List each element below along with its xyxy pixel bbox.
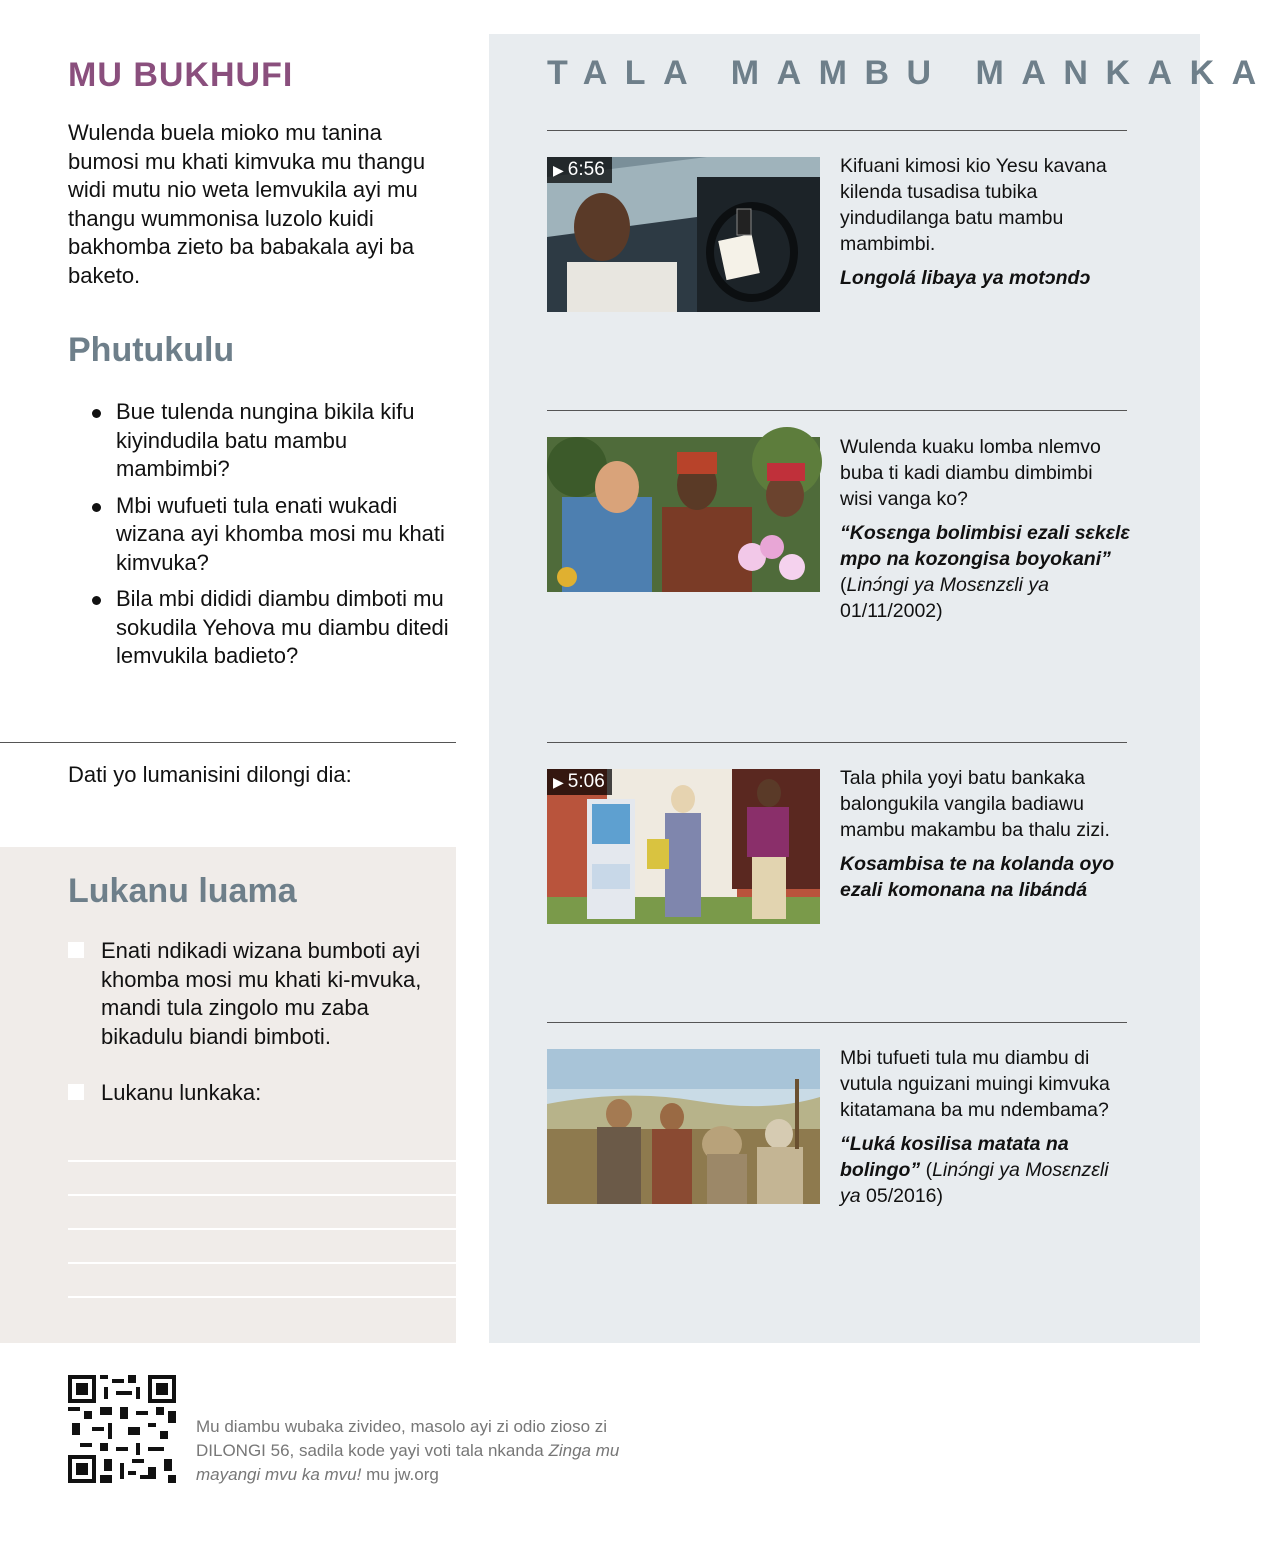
explore-entry xyxy=(840,153,1130,291)
bullet-icon xyxy=(92,503,101,512)
review-questions-list xyxy=(90,398,450,679)
video-duration-badge: ▶ 6:56 xyxy=(547,157,612,183)
play-icon: ▶ xyxy=(553,774,564,790)
goal-heading: Lukanu luama xyxy=(68,872,297,910)
entry-description: Mbi tufueti tula mu diambu di vutula nguizani muingi kimvuka kitatamana ba mu ndembama? xyxy=(840,1047,1110,1121)
entry-link-title[interactable]: Longolá libaya ya motɔndɔ xyxy=(840,267,1091,289)
explore-heading: TALA MAMBU MANKAKA xyxy=(547,54,1274,92)
entry-description: Tala phila yoyi batu bankaka balongukila vangila badiawu mambu makambu ba thalu zizi. xyxy=(840,767,1110,841)
summary-paragraph: Wulenda buela mioko mu tanina bumosi mu khati kimvuka mu thangu widi mutu nio weta lemvukila ayi mu thangu wummonisa luzolo kuidi bakhomba zieto ba babakala ayi ba baketo. xyxy=(68,120,426,288)
review-question: Mbi wufueti tula enati wukadi wizana ayi khomba mosi mu khati kimvuka? xyxy=(90,492,450,578)
entry-link-title[interactable]: “Kosɛnga bolimbisi ezali sɛkɛlɛ mpo na kozongisa boyokani” (Linɔ́ngi ya Mosɛnzɛli ya 01/11/2002) xyxy=(840,522,1130,622)
divider xyxy=(547,130,1127,131)
video-thumbnail[interactable] xyxy=(547,157,820,312)
qr-code[interactable] xyxy=(68,1375,176,1483)
footer-note: Mu diambu wubaka zivideo, masolo ayi zi odio zioso zi DILONGI 56, sadila kode yayi voti tala nkanda Zinga mu mayangi mvu ka mvu! mu jw.org xyxy=(196,1417,620,1484)
explore-entry xyxy=(840,765,1130,903)
writing-line[interactable] xyxy=(68,1296,456,1298)
writing-line[interactable] xyxy=(68,1160,456,1162)
writing-line[interactable] xyxy=(68,1228,456,1230)
review-question: Bila mbi dididi diambu dimboti mu sokudila Yehova mu diambu ditedi lemvukila badieto? xyxy=(90,585,450,671)
writing-line[interactable] xyxy=(68,1262,456,1264)
entry-link-title[interactable]: “Luká kosilisa matata na bolingo” (Linɔ́ngi ya Mosɛnzɛli ya 05/2016) xyxy=(840,1133,1109,1207)
review-heading: Phutukulu xyxy=(68,331,235,369)
bullet-icon xyxy=(92,409,101,418)
video-duration-badge: ▶ 5:06 xyxy=(547,769,612,795)
entry-description: Wulenda kuaku lomba nlemvo buba ti kadi diambu dimbimbi wisi vanga ko? xyxy=(840,436,1101,510)
play-icon: ▶ xyxy=(553,162,564,178)
explore-entry xyxy=(840,1045,1130,1209)
goal-checkbox-item xyxy=(68,1079,428,1108)
bullet-icon xyxy=(92,596,101,605)
review-question: Bue tulenda nungina bikila kifu kiyindudila batu mambu mambimbi? xyxy=(90,398,450,484)
divider xyxy=(547,410,1127,411)
checkbox[interactable] xyxy=(68,942,84,958)
explore-entry xyxy=(840,434,1130,624)
divider xyxy=(0,742,456,743)
divider xyxy=(547,1022,1127,1023)
video-thumbnail[interactable] xyxy=(547,769,820,924)
entry-link-title[interactable]: Kosambisa te na kolanda oyo ezali komonana na libándá xyxy=(840,853,1115,901)
writing-line[interactable] xyxy=(68,1194,456,1196)
article-thumbnail[interactable] xyxy=(547,437,820,592)
goal-item-text: Enati ndikadi wizana bumboti ayi khomba mosi mu khati ki-mvuka, mandi tula zingolo mu zaba bikadulu biandi bimboti. xyxy=(101,938,422,1049)
goal-checkbox-item xyxy=(68,937,428,1051)
goal-item-text: Lukanu lunkaka: xyxy=(101,1080,262,1105)
reconciliation-painting-image xyxy=(547,437,820,592)
entry-source: (Linɔ́ngi ya Mosɛnzɛli ya 01/11/2002) xyxy=(840,574,1049,622)
completion-date-label: Dati yo lumanisini dilongi dia: xyxy=(68,762,352,787)
bible-scene-image xyxy=(547,1049,820,1204)
entry-description: Kifuani kimosi kio Yesu kavana kilenda tusadisa tubika yindudilanga batu mambu mambimbi. xyxy=(840,155,1107,255)
entry-source: (Linɔ́ngi ya Mosɛnzɛli ya 05/2016) xyxy=(840,1159,1109,1207)
checkbox[interactable] xyxy=(68,1084,84,1100)
summary-heading: MU BUKHUFI xyxy=(68,56,294,94)
divider xyxy=(547,742,1127,743)
qr-code-icon xyxy=(68,1375,176,1483)
article-thumbnail[interactable] xyxy=(547,1049,820,1204)
